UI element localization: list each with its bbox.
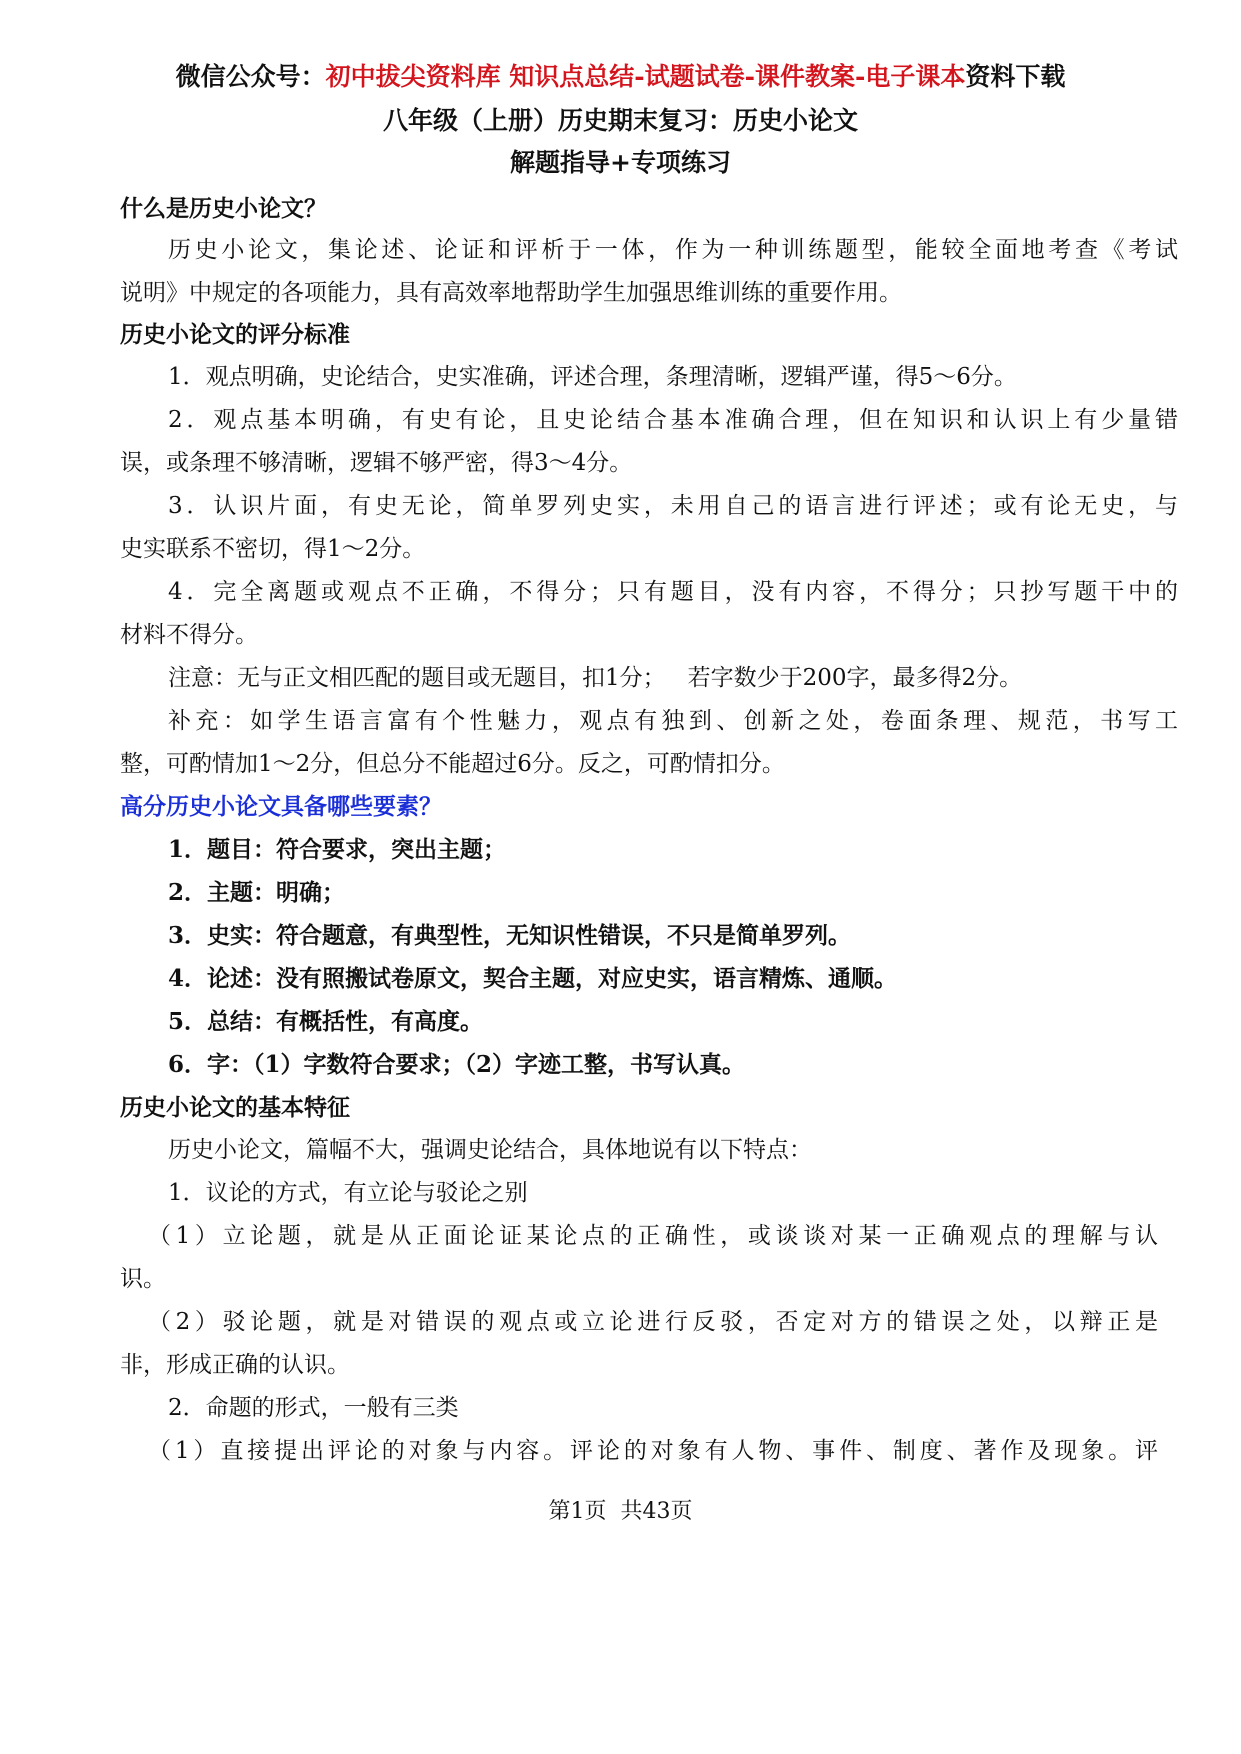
feature-point-1: 1．议论的方式，有立论与驳论之别 [168, 1180, 528, 1206]
header-brand: 初中拔尖资料库 知识点总结-试题试卷-课件教案-电子课本 [325, 62, 966, 91]
scoring-supplement: 补充：如学生语言富有个性魅力，观点有独到、创新之处，卷面条理、规范，书写工 [168, 708, 1178, 734]
section-heading-what-is: 什么是历史小论文？ [120, 195, 327, 222]
scoring-item-2-cont: 误，或条理不够清晰，逻辑不够严密，得3～4分。 [120, 450, 633, 476]
header-prefix: 微信公众号： [175, 62, 326, 91]
element-item-4: 4．论述：没有照搬试卷原文，契合主题，对应史实，语言精炼、通顺。 [168, 965, 898, 992]
element-item-3: 3．史实：符合题意，有典型性，无知识性错误，不只是简单罗列。 [168, 922, 852, 949]
page-footer: 第1页 共43页 [548, 1499, 693, 1524]
scoring-item-2: 2．观点基本明确，有史有论，且史论结合基本准确合理，但在知识和认识上有少量错 [168, 407, 1178, 433]
scoring-note: 注意：无与正文相匹配的题目或无题目，扣1分； 若字数少于200字，最多得2分。 [168, 665, 1023, 691]
feature-point-1a: （1）立论题，就是从正面论证某论点的正确性，或谈谈对某一正确观点的理解与认 [148, 1223, 1158, 1249]
scoring-item-3: 3．认识片面，有史无论，简单罗列史实，未用自己的语言进行评述；或有论无史，与 [168, 493, 1178, 519]
scoring-item-3-cont: 史实联系不密切，得1～2分。 [120, 536, 426, 562]
feature-point-1a-cont: 识。 [120, 1266, 166, 1292]
element-item-1: 1．题目：符合要求，突出主题； [168, 836, 507, 863]
document-subtitle: 解题指导+专项练习 [510, 148, 731, 177]
header-suffix: 资料下载 [965, 62, 1066, 91]
section-heading-scoring: 历史小论文的评分标准 [120, 321, 350, 348]
element-item-2: 2．主题：明确； [168, 879, 346, 906]
document-title: 八年级（上册）历史期末复习：历史小论文 [382, 106, 858, 135]
element-item-5: 5．总结：有概括性，有高度。 [168, 1008, 484, 1035]
feature-point-1b: （2）驳论题，就是对错误的观点或立论进行反驳，否定对方的错误之处，以辩正是 [148, 1309, 1158, 1335]
scoring-item-1: 1．观点明确，史论结合，史实准确，评述合理，条理清晰，逻辑严谨，得5～6分。 [168, 364, 1017, 390]
feature-point-1b-cont: 非，形成正确的认识。 [120, 1352, 350, 1378]
paragraph-line: 说明》中规定的各项能力，具有高效率地帮助学生加强思维训练的重要作用。 [120, 280, 902, 306]
paragraph-line: 历史小论文，集论述、论证和评析于一体，作为一种训练题型，能较全面地考查《考试 [168, 237, 1178, 263]
scoring-supplement-cont: 整，可酌情加1～2分，但总分不能超过6分。反之，可酌情扣分。 [120, 751, 785, 777]
scoring-item-4: 4．完全离题或观点不正确，不得分；只有题目，没有内容，不得分；只抄写题干中的 [168, 579, 1178, 605]
element-item-6: 6．字：（1）字数符合要求；（2）字迹工整，书写认真。 [168, 1051, 746, 1078]
scoring-item-4-cont: 材料不得分。 [120, 622, 258, 648]
section-heading-elements: 高分历史小论文具备哪些要素？ [120, 793, 442, 820]
page-header [0, 60, 1241, 94]
features-intro: 历史小论文，篇幅不大，强调史论结合，具体地说有以下特点： [168, 1137, 812, 1163]
feature-point-2a: （1）直接提出评论的对象与内容。评论的对象有人物、事件、制度、著作及现象。评 [148, 1438, 1158, 1464]
feature-point-2: 2．命题的形式，一般有三类 [168, 1395, 459, 1421]
section-heading-features: 历史小论文的基本特征 [120, 1094, 350, 1121]
